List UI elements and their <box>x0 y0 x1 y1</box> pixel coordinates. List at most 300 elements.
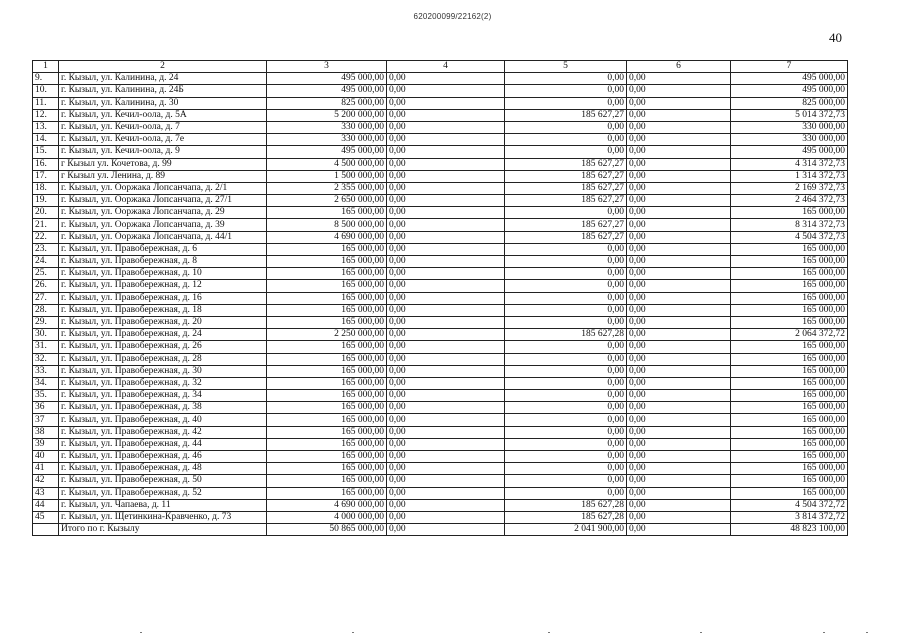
table-row <box>33 487 848 499</box>
value-col3: 165 000,00 <box>267 268 387 280</box>
row-number: 36 <box>33 402 59 414</box>
value-col5: 0,00 <box>505 316 627 328</box>
table-row <box>33 292 848 304</box>
header-row <box>33 61 848 73</box>
value-col5: 0,00 <box>505 73 627 85</box>
row-number: 43 <box>33 487 59 499</box>
value-col5: 0,00 <box>505 97 627 109</box>
value-col3: 4 690 000,00 <box>267 231 387 243</box>
value-col4: 0,00 <box>387 219 505 231</box>
table-row <box>33 329 848 341</box>
row-number: 25. <box>33 268 59 280</box>
value-col4: 0,00 <box>387 280 505 292</box>
value-col3: 495 000,00 <box>267 85 387 97</box>
value-col3: 5 200 000,00 <box>267 109 387 121</box>
row-number: 15. <box>33 146 59 158</box>
address-cell: г. Кызыл, ул. Калинина, д. 24 <box>59 73 267 85</box>
value-col4: 0,00 <box>387 158 505 170</box>
address-cell: г. Кызыл, ул. Чапаева, д. 11 <box>59 499 267 511</box>
column-header: 7 <box>731 61 848 73</box>
value-col5: 0,00 <box>505 487 627 499</box>
value-col4: 0,00 <box>387 341 505 353</box>
row-number: 35. <box>33 390 59 402</box>
table-row <box>33 304 848 316</box>
address-cell: г. Кызыл, ул. Правобережная, д. 18 <box>59 304 267 316</box>
value-col6: 0,00 <box>627 195 731 207</box>
column-header: 6 <box>627 61 731 73</box>
address-cell: г. Кызыл, ул. Кечил-оола, д. 9 <box>59 146 267 158</box>
table-row <box>33 97 848 109</box>
value-col7: 165 000,00 <box>731 304 848 316</box>
row-number: 33. <box>33 365 59 377</box>
address-cell: г. Кызыл, ул. Правобережная, д. 30 <box>59 365 267 377</box>
value-col5: 185 627,27 <box>505 182 627 194</box>
value-col3: 165 000,00 <box>267 207 387 219</box>
table-row <box>33 158 848 170</box>
value-col6: 0,00 <box>627 426 731 438</box>
row-number: 24. <box>33 256 59 268</box>
value-col4: 0,00 <box>387 182 505 194</box>
value-col3: 165 000,00 <box>267 402 387 414</box>
value-col7: 165 000,00 <box>731 243 848 255</box>
column-header: 2 <box>59 61 267 73</box>
value-col7: 165 000,00 <box>731 438 848 450</box>
address-cell: г. Кызыл, ул. Правобережная, д. 12 <box>59 280 267 292</box>
row-number: 10. <box>33 85 59 97</box>
value-col4: 0,00 <box>387 109 505 121</box>
value-col6: 0,00 <box>627 438 731 450</box>
value-col6: 0,00 <box>627 402 731 414</box>
value-col4: 0,00 <box>387 499 505 511</box>
table-row <box>33 256 848 268</box>
table-row <box>33 316 848 328</box>
row-number: 44 <box>33 499 59 511</box>
address-cell: г Кызыл ул. Кочетова, д. 99 <box>59 158 267 170</box>
table-row <box>33 170 848 182</box>
value-col5: 0,00 <box>505 463 627 475</box>
table-row <box>33 146 848 158</box>
row-number: 31. <box>33 341 59 353</box>
value-col7: 165 000,00 <box>731 207 848 219</box>
table-row <box>33 475 848 487</box>
value-col3: 165 000,00 <box>267 365 387 377</box>
value-col5: 0,00 <box>505 256 627 268</box>
value-col3: 165 000,00 <box>267 463 387 475</box>
address-cell: г. Кызыл, ул. Правобережная, д. 28 <box>59 353 267 365</box>
address-cell: г. Кызыл, ул. Правобережная, д. 40 <box>59 414 267 426</box>
table-row <box>33 219 848 231</box>
value-col7: 165 000,00 <box>731 268 848 280</box>
value-col7: 495 000,00 <box>731 73 848 85</box>
value-col3: 165 000,00 <box>267 487 387 499</box>
value-col3: 4 500 000,00 <box>267 158 387 170</box>
value-col5: 0,00 <box>505 426 627 438</box>
value-col3: 8 500 000,00 <box>267 219 387 231</box>
value-col3: 2 650 000,00 <box>267 195 387 207</box>
row-number: 21. <box>33 219 59 231</box>
value-col7: 165 000,00 <box>731 451 848 463</box>
value-col4: 0,00 <box>387 97 505 109</box>
value-col4: 0,00 <box>387 451 505 463</box>
address-cell: Итого по г. Кызылу <box>59 524 267 536</box>
value-col5: 185 627,27 <box>505 109 627 121</box>
value-col7: 165 000,00 <box>731 463 848 475</box>
address-cell: г. Кызыл, ул. Правобережная, д. 48 <box>59 463 267 475</box>
value-col4: 0,00 <box>387 73 505 85</box>
value-col6: 0,00 <box>627 524 731 536</box>
address-cell: г. Кызыл, ул. Правобережная, д. 10 <box>59 268 267 280</box>
address-cell: г. Кызыл, ул. Калинина, д. 30 <box>59 97 267 109</box>
value-col4: 0,00 <box>387 304 505 316</box>
value-col5: 2 041 900,00 <box>505 524 627 536</box>
address-cell: г. Кызыл, ул. Правобережная, д. 26 <box>59 341 267 353</box>
value-col6: 0,00 <box>627 231 731 243</box>
value-col6: 0,00 <box>627 85 731 97</box>
table-row <box>33 231 848 243</box>
value-col4: 0,00 <box>387 390 505 402</box>
row-number: 37 <box>33 414 59 426</box>
value-col5: 185 627,27 <box>505 231 627 243</box>
row-number: 17. <box>33 170 59 182</box>
value-col7: 165 000,00 <box>731 414 848 426</box>
page-number: 40 <box>829 30 842 45</box>
row-number: 14. <box>33 134 59 146</box>
value-col5: 0,00 <box>505 134 627 146</box>
value-col6: 0,00 <box>627 487 731 499</box>
value-col4: 0,00 <box>387 146 505 158</box>
value-col5: 185 627,28 <box>505 511 627 523</box>
value-col3: 50 865 000,00 <box>267 524 387 536</box>
value-col6: 0,00 <box>627 511 731 523</box>
value-col7: 165 000,00 <box>731 292 848 304</box>
table-row <box>33 280 848 292</box>
row-number: 29. <box>33 316 59 328</box>
value-col7: 4 314 372,73 <box>731 158 848 170</box>
value-col6: 0,00 <box>627 463 731 475</box>
table-row <box>33 426 848 438</box>
value-col3: 165 000,00 <box>267 280 387 292</box>
table-row <box>33 134 848 146</box>
value-col4: 0,00 <box>387 256 505 268</box>
table-row <box>33 511 848 523</box>
value-col3: 165 000,00 <box>267 426 387 438</box>
value-col7: 165 000,00 <box>731 426 848 438</box>
value-col3: 1 500 000,00 <box>267 170 387 182</box>
row-number: 13. <box>33 121 59 133</box>
table-row <box>33 73 848 85</box>
row-number: 27. <box>33 292 59 304</box>
address-cell: г. Кызыл, ул. Правобережная, д. 16 <box>59 292 267 304</box>
value-col3: 330 000,00 <box>267 121 387 133</box>
value-col7: 165 000,00 <box>731 487 848 499</box>
table-row <box>33 341 848 353</box>
value-col7: 165 000,00 <box>731 377 848 389</box>
value-col7: 165 000,00 <box>731 353 848 365</box>
value-col3: 165 000,00 <box>267 451 387 463</box>
value-col3: 2 250 000,00 <box>267 329 387 341</box>
value-col5: 0,00 <box>505 292 627 304</box>
value-col5: 185 627,27 <box>505 170 627 182</box>
data-table <box>32 60 848 536</box>
address-cell: г. Кызыл, ул. Правобережная, д. 46 <box>59 451 267 463</box>
value-col4: 0,00 <box>387 524 505 536</box>
value-col5: 0,00 <box>505 121 627 133</box>
value-col4: 0,00 <box>387 438 505 450</box>
value-col4: 0,00 <box>387 292 505 304</box>
value-col6: 0,00 <box>627 451 731 463</box>
address-cell: г. Кызыл, ул. Ооржака Лопсанчапа, д. 2/1 <box>59 182 267 194</box>
table-row <box>33 85 848 97</box>
row-number: 28. <box>33 304 59 316</box>
column-header: 4 <box>387 61 505 73</box>
value-col5: 0,00 <box>505 365 627 377</box>
table-row <box>33 353 848 365</box>
document-id: 620200099/22162(2) <box>413 12 492 21</box>
value-col6: 0,00 <box>627 329 731 341</box>
address-cell: г. Кызыл, ул. Правобережная, д. 50 <box>59 475 267 487</box>
column-header: 1 <box>33 61 59 73</box>
value-col5: 0,00 <box>505 304 627 316</box>
value-col7: 1 314 372,73 <box>731 170 848 182</box>
value-col7: 4 504 372,72 <box>731 499 848 511</box>
value-col4: 0,00 <box>387 329 505 341</box>
value-col6: 0,00 <box>627 256 731 268</box>
value-col4: 0,00 <box>387 353 505 365</box>
address-cell: г. Кызыл, ул. Правобережная, д. 20 <box>59 316 267 328</box>
value-col4: 0,00 <box>387 377 505 389</box>
value-col5: 0,00 <box>505 268 627 280</box>
value-col7: 165 000,00 <box>731 280 848 292</box>
value-col3: 165 000,00 <box>267 414 387 426</box>
address-cell: г. Кызыл, ул. Щетинкина-Кравченко, д. 73 <box>59 511 267 523</box>
value-col3: 2 355 000,00 <box>267 182 387 194</box>
value-col3: 4 690 000,00 <box>267 499 387 511</box>
value-col6: 0,00 <box>627 146 731 158</box>
address-cell: г. Кызыл, ул. Правобережная, д. 38 <box>59 402 267 414</box>
value-col3: 4 000 000,00 <box>267 511 387 523</box>
value-col7: 165 000,00 <box>731 341 848 353</box>
scan-noise <box>0 632 905 634</box>
value-col5: 0,00 <box>505 243 627 255</box>
table-row <box>33 195 848 207</box>
value-col4: 0,00 <box>387 475 505 487</box>
value-col5: 0,00 <box>505 390 627 402</box>
value-col3: 825 000,00 <box>267 97 387 109</box>
row-number: 34. <box>33 377 59 389</box>
value-col7: 165 000,00 <box>731 402 848 414</box>
row-number <box>33 524 59 536</box>
value-col7: 165 000,00 <box>731 475 848 487</box>
table-row <box>33 365 848 377</box>
value-col6: 0,00 <box>627 280 731 292</box>
value-col3: 165 000,00 <box>267 353 387 365</box>
value-col7: 48 823 100,00 <box>731 524 848 536</box>
value-col7: 165 000,00 <box>731 316 848 328</box>
value-col4: 0,00 <box>387 487 505 499</box>
value-col3: 165 000,00 <box>267 304 387 316</box>
address-cell: г. Кызыл, ул. Калинина, д. 24Б <box>59 85 267 97</box>
value-col5: 0,00 <box>505 402 627 414</box>
address-cell: г. Кызыл, ул. Правобережная, д. 8 <box>59 256 267 268</box>
row-number: 12. <box>33 109 59 121</box>
table-row <box>33 499 848 511</box>
value-col7: 3 814 372,72 <box>731 511 848 523</box>
value-col6: 0,00 <box>627 121 731 133</box>
value-col4: 0,00 <box>387 365 505 377</box>
value-col6: 0,00 <box>627 97 731 109</box>
value-col5: 0,00 <box>505 207 627 219</box>
row-number: 16. <box>33 158 59 170</box>
value-col4: 0,00 <box>387 170 505 182</box>
value-col5: 0,00 <box>505 475 627 487</box>
row-number: 19. <box>33 195 59 207</box>
row-number: 32. <box>33 353 59 365</box>
address-cell: г. Кызыл, ул. Правобережная, д. 6 <box>59 243 267 255</box>
row-number: 18. <box>33 182 59 194</box>
column-header: 3 <box>267 61 387 73</box>
value-col6: 0,00 <box>627 207 731 219</box>
address-cell: г. Кызыл, ул. Правобережная, д. 52 <box>59 487 267 499</box>
value-col3: 495 000,00 <box>267 73 387 85</box>
table-row <box>33 207 848 219</box>
value-col7: 495 000,00 <box>731 146 848 158</box>
address-cell: г. Кызыл, ул. Правобережная, д. 24 <box>59 329 267 341</box>
value-col5: 0,00 <box>505 451 627 463</box>
table-row <box>33 243 848 255</box>
value-col4: 0,00 <box>387 121 505 133</box>
row-number: 42 <box>33 475 59 487</box>
value-col4: 0,00 <box>387 402 505 414</box>
table-row <box>33 377 848 389</box>
value-col6: 0,00 <box>627 499 731 511</box>
value-col4: 0,00 <box>387 268 505 280</box>
value-col4: 0,00 <box>387 231 505 243</box>
row-number: 39 <box>33 438 59 450</box>
row-number: 38 <box>33 426 59 438</box>
value-col7: 165 000,00 <box>731 365 848 377</box>
row-number: 30. <box>33 329 59 341</box>
value-col6: 0,00 <box>627 134 731 146</box>
value-col5: 0,00 <box>505 377 627 389</box>
value-col3: 495 000,00 <box>267 146 387 158</box>
value-col6: 0,00 <box>627 390 731 402</box>
value-col4: 0,00 <box>387 426 505 438</box>
address-cell: г. Кызыл, ул. Кечил-оола, д. 7 <box>59 121 267 133</box>
address-cell: г. Кызыл, ул. Правобережная, д. 42 <box>59 426 267 438</box>
value-col7: 2 464 372,73 <box>731 195 848 207</box>
total-row <box>33 524 848 536</box>
address-cell: г. Кызыл, ул. Правобережная, д. 44 <box>59 438 267 450</box>
value-col6: 0,00 <box>627 377 731 389</box>
value-col6: 0,00 <box>627 304 731 316</box>
value-col6: 0,00 <box>627 182 731 194</box>
value-col3: 330 000,00 <box>267 134 387 146</box>
table-row <box>33 268 848 280</box>
value-col6: 0,00 <box>627 341 731 353</box>
table-row <box>33 438 848 450</box>
row-number: 22. <box>33 231 59 243</box>
value-col6: 0,00 <box>627 243 731 255</box>
value-col3: 165 000,00 <box>267 292 387 304</box>
row-number: 20. <box>33 207 59 219</box>
value-col4: 0,00 <box>387 511 505 523</box>
value-col7: 330 000,00 <box>731 121 848 133</box>
row-number: 23. <box>33 243 59 255</box>
row-number: 11. <box>33 97 59 109</box>
value-col5: 185 627,28 <box>505 329 627 341</box>
column-header: 5 <box>505 61 627 73</box>
table-row <box>33 390 848 402</box>
row-number: 9. <box>33 73 59 85</box>
value-col6: 0,00 <box>627 219 731 231</box>
row-number: 26. <box>33 280 59 292</box>
row-number: 40 <box>33 451 59 463</box>
value-col6: 0,00 <box>627 365 731 377</box>
value-col6: 0,00 <box>627 268 731 280</box>
value-col5: 0,00 <box>505 353 627 365</box>
value-col7: 8 314 372,73 <box>731 219 848 231</box>
address-cell: г. Кызыл, ул. Ооржака Лопсанчапа, д. 44/1 <box>59 231 267 243</box>
value-col7: 2 064 372,72 <box>731 329 848 341</box>
value-col6: 0,00 <box>627 292 731 304</box>
value-col5: 0,00 <box>505 85 627 97</box>
address-cell: г. Кызыл, ул. Кечил-оола, д. 7е <box>59 134 267 146</box>
table-row <box>33 463 848 475</box>
value-col6: 0,00 <box>627 170 731 182</box>
address-cell: г. Кызыл, ул. Правобережная, д. 34 <box>59 390 267 402</box>
value-col3: 165 000,00 <box>267 475 387 487</box>
value-col6: 0,00 <box>627 414 731 426</box>
value-col4: 0,00 <box>387 85 505 97</box>
value-col7: 2 169 372,73 <box>731 182 848 194</box>
value-col3: 165 000,00 <box>267 256 387 268</box>
value-col4: 0,00 <box>387 316 505 328</box>
value-col7: 495 000,00 <box>731 85 848 97</box>
value-col3: 165 000,00 <box>267 243 387 255</box>
value-col6: 0,00 <box>627 353 731 365</box>
value-col3: 165 000,00 <box>267 377 387 389</box>
address-cell: г. Кызыл, ул. Кечил-оола, д. 5А <box>59 109 267 121</box>
value-col6: 0,00 <box>627 73 731 85</box>
value-col7: 165 000,00 <box>731 390 848 402</box>
value-col7: 4 504 372,73 <box>731 231 848 243</box>
row-number: 45 <box>33 511 59 523</box>
address-cell: г. Кызыл, ул. Ооржака Лопсанчапа, д. 29 <box>59 207 267 219</box>
value-col6: 0,00 <box>627 158 731 170</box>
address-cell: г Кызыл ул. Ленина, д. 89 <box>59 170 267 182</box>
address-cell: г. Кызыл, ул. Ооржака Лопсанчапа, д. 39 <box>59 219 267 231</box>
value-col5: 0,00 <box>505 146 627 158</box>
table-row <box>33 451 848 463</box>
value-col4: 0,00 <box>387 243 505 255</box>
value-col3: 165 000,00 <box>267 316 387 328</box>
row-number: 41 <box>33 463 59 475</box>
table-row <box>33 121 848 133</box>
address-cell: г. Кызыл, ул. Ооржака Лопсанчапа, д. 27/1 <box>59 195 267 207</box>
value-col5: 0,00 <box>505 438 627 450</box>
value-col6: 0,00 <box>627 475 731 487</box>
value-col7: 330 000,00 <box>731 134 848 146</box>
table-row <box>33 182 848 194</box>
table-row <box>33 414 848 426</box>
value-col4: 0,00 <box>387 195 505 207</box>
value-col5: 185 627,28 <box>505 499 627 511</box>
value-col6: 0,00 <box>627 316 731 328</box>
address-cell: г. Кызыл, ул. Правобережная, д. 32 <box>59 377 267 389</box>
value-col4: 0,00 <box>387 134 505 146</box>
value-col3: 165 000,00 <box>267 341 387 353</box>
value-col3: 165 000,00 <box>267 390 387 402</box>
